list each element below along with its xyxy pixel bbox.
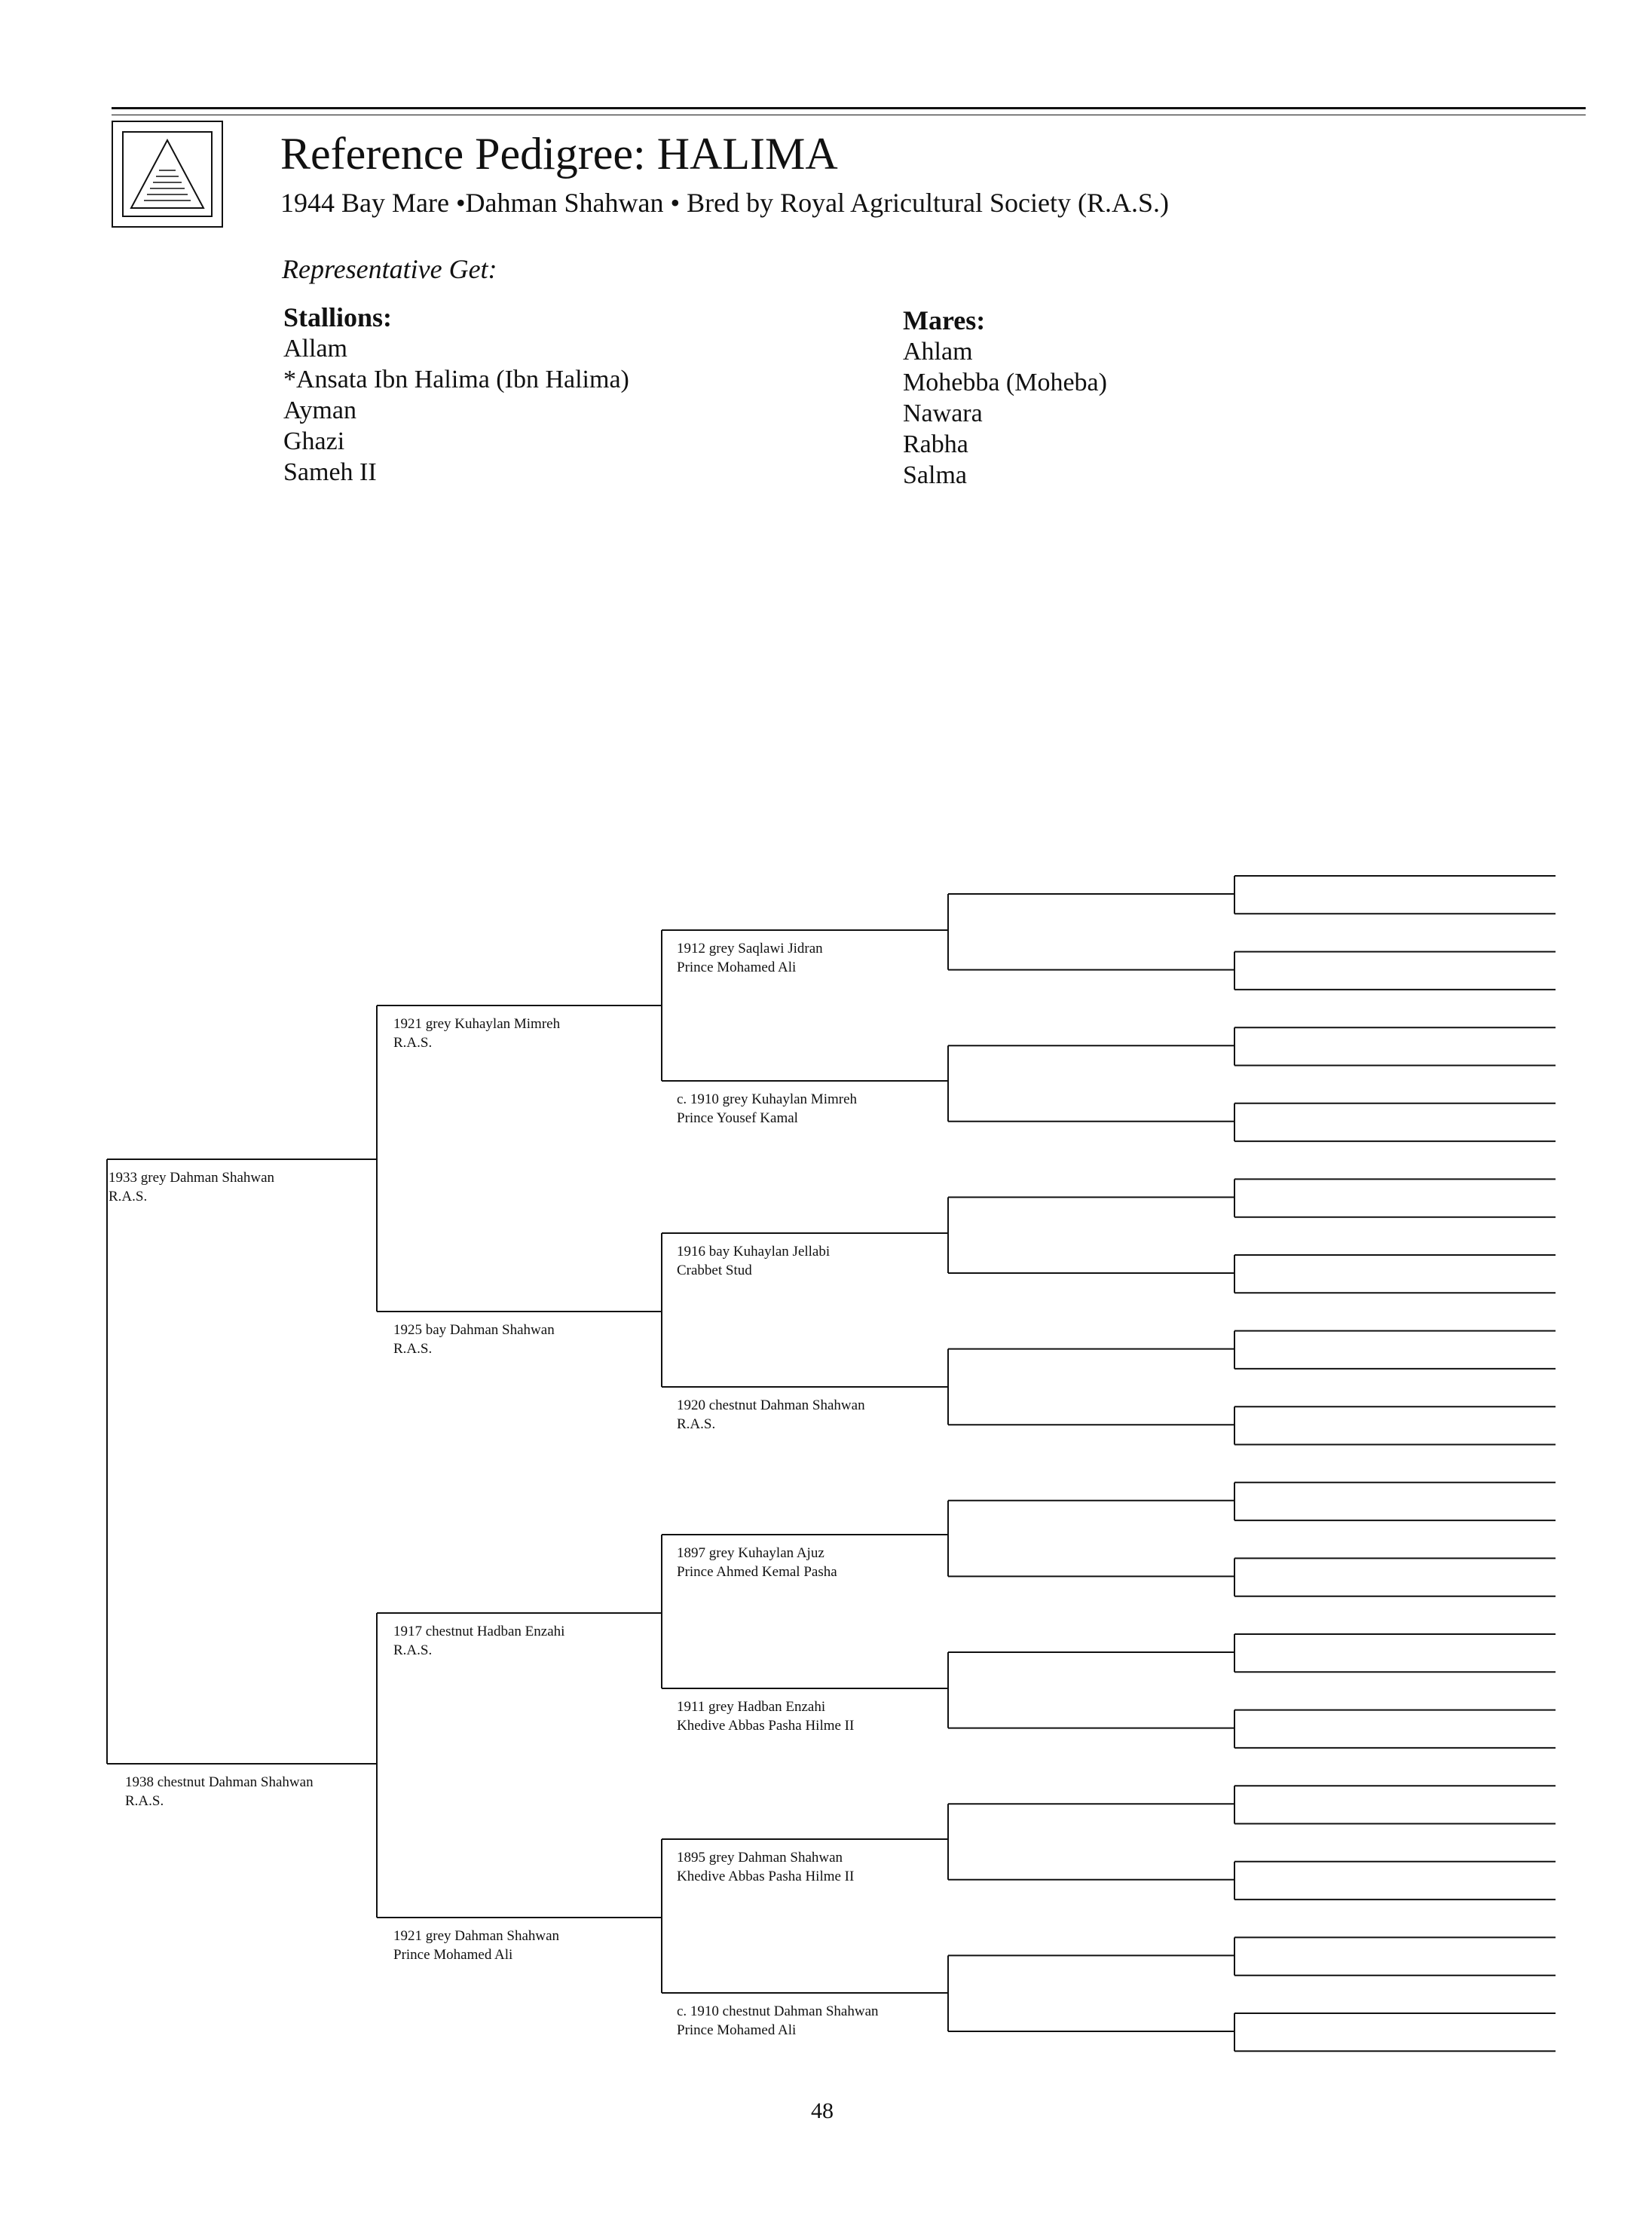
horse-info: Prince Yousef Kamal <box>677 1110 798 1126</box>
horse-info: c. 1910 chestnut Dahman Shahwan <box>677 2003 879 2019</box>
representative-get-label: Representative Get: <box>282 254 497 284</box>
horse-info: 1897 grey Kuhaylan Ajuz <box>677 1545 824 1561</box>
horse-info: 1911 grey Hadban Enzahi <box>677 1699 826 1715</box>
stallion-item: Allam <box>283 335 347 363</box>
horse-info: 1933 grey Dahman Shahwan <box>109 1170 275 1186</box>
stallions-header: Stallions: <box>283 302 393 332</box>
mare-item: Salma <box>903 461 967 489</box>
stallion-item: Ghazi <box>283 427 345 455</box>
mare-item: Rabha <box>903 430 968 458</box>
horse-info: Prince Mohamed Ali <box>677 960 797 975</box>
horse-info: Prince Mohamed Ali <box>677 2022 797 2038</box>
stallion-item: Sameh II <box>283 458 377 486</box>
horse-info: 1920 chestnut Dahman Shahwan <box>677 1397 865 1413</box>
horse-info: R.A.S. <box>393 1341 433 1357</box>
horse-info: R.A.S. <box>393 1035 433 1051</box>
horse-info: R.A.S. <box>393 1642 433 1658</box>
horse-info: R.A.S. <box>125 1793 164 1809</box>
horse-info: 1921 grey Kuhaylan Mimreh <box>393 1016 561 1032</box>
horse-info: 1925 bay Dahman Shahwan <box>393 1322 555 1338</box>
horse-info: 1916 bay Kuhaylan Jellabi <box>677 1244 831 1260</box>
horse-info: Prince Ahmed Kemal Pasha <box>677 1564 837 1580</box>
horse-info: 1921 grey Dahman Shahwan <box>393 1928 560 1944</box>
page-title: Reference Pedigree: HALIMA <box>280 129 838 179</box>
mare-item: Nawara <box>903 399 983 427</box>
mare-item: Mohebba (Moheba) <box>903 369 1107 396</box>
horse-info: 1917 chestnut Hadban Enzahi <box>393 1624 565 1639</box>
horse-info: c. 1910 grey Kuhaylan Mimreh <box>677 1091 858 1107</box>
stallion-item: *Ansata Ibn Halima (Ibn Halima) <box>283 366 629 393</box>
horse-info: 1938 chestnut Dahman Shahwan <box>125 1774 314 1790</box>
horse-info: R.A.S. <box>109 1189 148 1204</box>
page-number: 48 <box>811 2098 834 2123</box>
horse-info: Crabbet Stud <box>677 1263 752 1278</box>
horse-info: Prince Mohamed Ali <box>393 1947 513 1963</box>
page-subtitle: 1944 Bay Mare •Dahman Shahwan • Bred by Royal Agricultural Society (R.A.S.) <box>280 188 1169 218</box>
horse-info: Khedive Abbas Pasha Hilme II <box>677 1718 855 1734</box>
mares-header: Mares: <box>903 305 986 335</box>
horse-info: 1895 grey Dahman Shahwan <box>677 1850 843 1866</box>
stallion-item: Ayman <box>283 396 356 424</box>
horse-info: 1912 grey Saqlawi Jidran <box>677 941 823 957</box>
horse-info: Khedive Abbas Pasha Hilme II <box>677 1869 855 1884</box>
horse-info: R.A.S. <box>677 1416 716 1432</box>
mare-item: Ahlam <box>903 338 973 366</box>
